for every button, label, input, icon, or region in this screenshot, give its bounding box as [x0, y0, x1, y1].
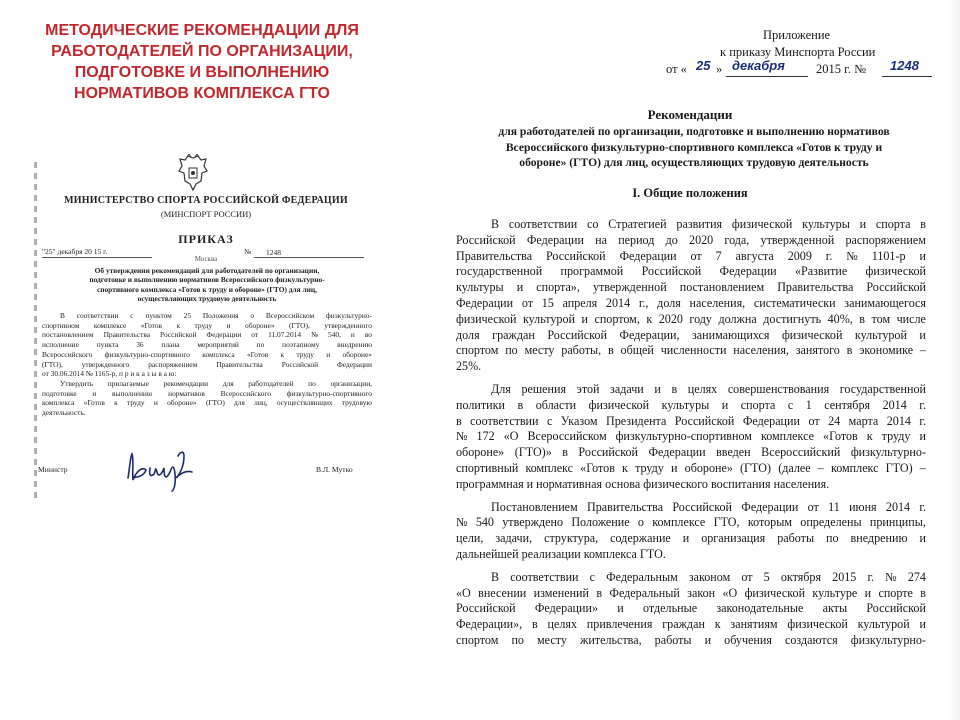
subject-line: Об утверждении рекомендаций для работодателей по организации,	[94, 266, 320, 275]
section-heading: I. Общие положения	[632, 186, 748, 200]
subtitle-line: обороне» (ГТО) для лиц, осуществляющих трудовую деятельность	[519, 156, 869, 169]
body-line: № 540 утверждено Положение о комплексе ГТО, которым определены принципы,	[456, 515, 926, 530]
body-line: Федерации от 15 апреля 2014 г., доля населения, систематически занимающегося	[456, 295, 926, 310]
subject-line: осуществляющих трудовую деятельность	[137, 294, 277, 304]
body-line: спортом по месту работы, в общей численности населения, занятого в экономике –	[456, 343, 926, 358]
order-body-line: подготовке и выполнению нормативов Всероссийского физкультурно-спортивного	[42, 388, 372, 398]
body-line: культуры и спорта», утвержденной постановлением Правительства Российской	[456, 280, 926, 295]
signer-name: В.Л. Мутко	[316, 465, 353, 474]
order-number-sign: №	[244, 247, 252, 256]
body-line: «О внесении изменений в Федеральный закон «О физической культуре и спорте в	[456, 585, 926, 600]
recommendations-title: Рекомендации	[647, 107, 733, 122]
body-line: В соответствии с Федеральным законом от 5 октября 2015 г. № 274	[491, 569, 926, 584]
subject-line: спортивного комплекса «Готов к труду и обороне» (ГТО) для лиц,	[96, 284, 318, 294]
slide-title-line: МЕТОДИЧЕСКИЕ РЕКОМЕНДАЦИИ ДЛЯ	[45, 22, 359, 39]
coat-of-arms-icon	[176, 154, 210, 192]
body-line: спортивный комплекс «Готов к труду и обороне» (ГТО) (далее – комплекс ГТО) –	[456, 460, 926, 475]
appendix-body	[456, 217, 926, 649]
body-line: обороне» (ГТО)» в Российской Федерации введен Всероссийский физкультурно-	[456, 445, 926, 460]
ministry-name: МИНИСТЕРСТВО СПОРТА РОССИЙСКОЙ ФЕДЕРАЦИИ	[64, 195, 348, 206]
body-line: Постановлением Правительства Российской Федерации от 11 июня 2014 г.	[491, 499, 926, 514]
date-number-underline	[882, 76, 932, 77]
appendix-date-prefix: от «	[666, 62, 687, 76]
body-line: № 172 «О Всероссийском физкультурно-спортивном комплексе «Готов к труду и	[456, 429, 926, 444]
appendix-order-ref: к приказу Минспорта России	[720, 45, 876, 59]
order-body-line: Всероссийского физкультурно-спортивного комплекса «Готов к труду и обороне»	[42, 349, 372, 359]
body-line: программная и нормативная основа физического воспитания населения.	[456, 476, 830, 491]
appendix-date-month: декабря	[732, 58, 785, 73]
order-body-line: деятельность.	[42, 408, 86, 418]
order-body-line: комплекса «Готов к труду и обороне» (ГТО) для лиц, осуществляющих трудовую	[42, 398, 372, 408]
order-city: Москва	[194, 255, 218, 263]
recommendations-subtitle	[464, 124, 924, 171]
body-line: Федерации», в целях привлечения граждан к занятиям физической культурой и	[456, 617, 926, 632]
body-line: физической культурой и спортом, к 2020 году должна достигнуть 40%, в том числе	[456, 311, 926, 326]
body-line: 25%.	[456, 359, 482, 374]
body-line: доля граждан Российской Федерации, занимающихся физической культурой и	[456, 327, 926, 342]
signer-title: Министр	[38, 465, 68, 474]
slide-title	[22, 20, 382, 104]
order-body-line: В соответствии с пунктом 25 Положения о Всероссийском физкультурно-	[60, 311, 372, 320]
order-heading: ПРИКАЗ	[178, 232, 234, 246]
order-body-line: от 30.06.2014 № 1165-р, п р и к а з ы в а ю:	[42, 369, 177, 379]
body-line: цели, задачи, структура, содержание и организация работы по внедрению и	[456, 531, 926, 546]
appendix-label: Приложение	[763, 28, 831, 42]
body-line: дальнейшей реализации комплекса ГТО.	[456, 546, 666, 561]
order-number: 1248	[266, 248, 281, 257]
body-line: Для решения этой задачи и в целях совершенствования государственной	[491, 381, 926, 396]
order-body	[42, 311, 372, 418]
body-line: Российской Федерации на период до 2020 года, утвержденной распоряжением	[456, 232, 926, 247]
appendix-date-day: 25	[696, 58, 711, 73]
body-line: спортом по месту жительства, работы и обучения создаются физкультурно-	[456, 632, 926, 647]
body-line: Российской Федерации» и отдельные законодательные акты Российской	[456, 601, 926, 616]
slide-title-line: РАБОТОДАТЕЛЕЙ ПО ОРГАНИЗАЦИИ,	[51, 43, 353, 60]
body-line: В соответствии со Стратегией развития физической культуры и спорта в	[491, 217, 926, 231]
order-body-line: постановлением Правительства Российской Федерации от 11.07.2014 № 540, и во	[42, 330, 372, 340]
appendix-document	[420, 0, 960, 720]
order-body-line: Утвердить прилагаемые рекомендации для работодателей по организации,	[60, 378, 372, 388]
slide-title-line: НОРМАТИВОВ КОМПЛЕКСА ГТО	[74, 85, 330, 102]
appendix-date-mid: »	[716, 62, 723, 76]
order-body-line: спортивном комплексе «Готов к труду и обороне» (ГТО), утвержденного	[42, 320, 372, 330]
order-subject	[80, 266, 334, 304]
handwritten-signature	[122, 444, 202, 492]
ministry-short-name: (МИНСПОРТ РОССИИ)	[160, 209, 252, 219]
slide-title-line: ПОДГОТОВКЕ И ВЫПОЛНЕНИЮ	[74, 64, 330, 81]
date-month-underline	[726, 76, 808, 77]
body-line: государственной программой Российской Федерации «Развитие физической	[456, 264, 926, 279]
subtitle-line: Всероссийского физкультурно-спортивного комплекса «Готов к труду и	[505, 140, 883, 154]
body-line: в соответствии с Указом Президента Российской Федерации от 24 марта 2014 г.	[456, 413, 926, 428]
order-document	[34, 148, 378, 504]
order-body-line: исполнение пункта 36 плана мероприятий по поэтапному внедрению	[42, 340, 372, 350]
body-line: политики в области физической культуры и спорта с 1 сентября 2014 г.	[456, 397, 926, 412]
appendix-date-year: 2015 г. №	[816, 62, 867, 76]
subtitle-line: для работодателей по организации, подготовке и выполнению нормативов	[498, 125, 890, 138]
subject-line: подготовке и выполнению нормативов Всероссийского физкультурно-	[89, 275, 325, 285]
scan-shadow	[946, 0, 960, 720]
order-date: "25" декабря 20 15 г.	[42, 247, 108, 256]
appendix-date-number: 1248	[890, 58, 919, 73]
order-body-line: (ГТО), утвержденного распоряжением Правительства Российской Федерации	[42, 359, 372, 369]
body-line: Правительства Российской Федерации от 7 августа 2009 г. № 1101-р и	[456, 248, 926, 263]
